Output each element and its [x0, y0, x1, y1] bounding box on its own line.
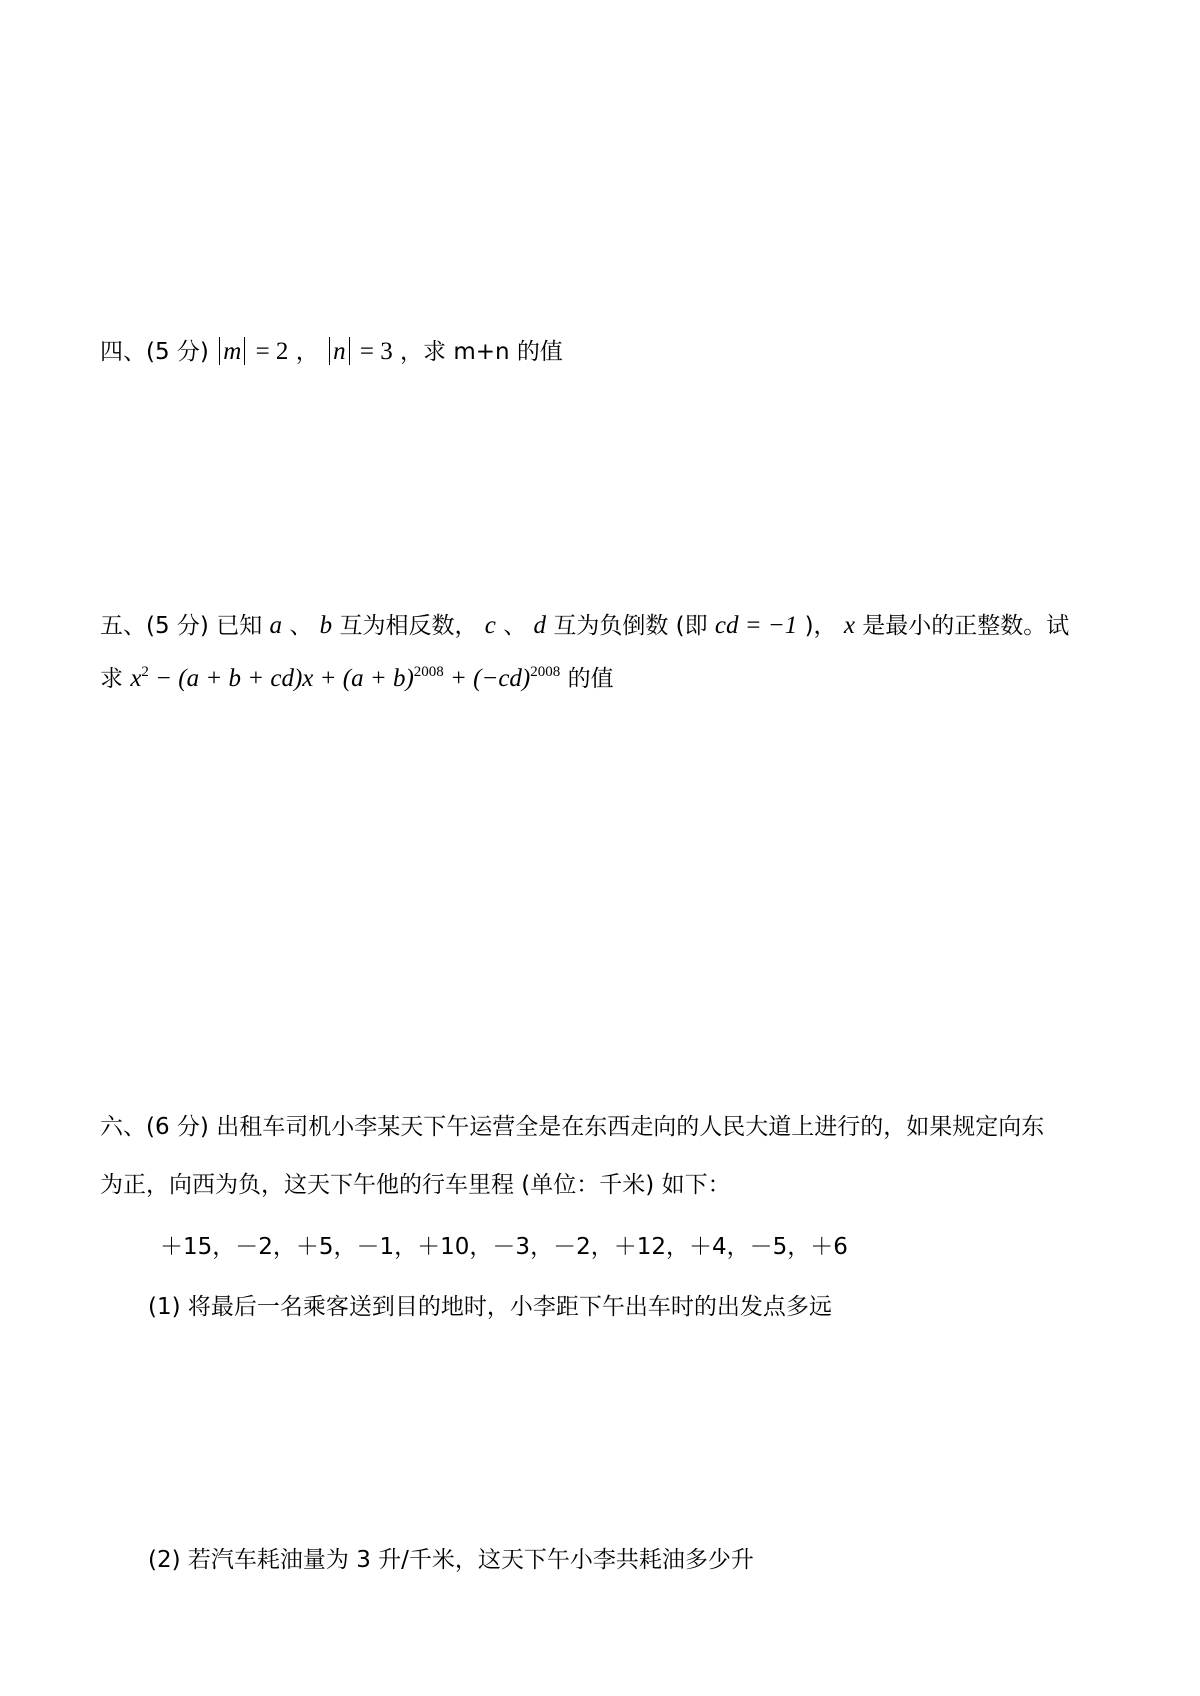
expr-x: x — [130, 665, 142, 692]
var-x: x — [843, 612, 855, 639]
var-c: c — [484, 612, 496, 639]
var-m: m — [223, 338, 242, 365]
abs-m — [216, 337, 248, 367]
q5-text-3: )， — [804, 613, 837, 639]
question-6-line-2: 为正，向西为负，这天下午他的行车里程 (单位：千米) 如下： — [100, 1172, 731, 1198]
exponent-2: 2 — [141, 664, 149, 680]
question-5-line-2 — [100, 664, 614, 694]
eq-m: = 2 — [255, 338, 289, 365]
q4-prefix: 四、(5 分) — [100, 339, 217, 365]
eq-n: = 3 — [359, 338, 393, 365]
expr-middle: − (a + b + cd)x + (a + b) — [148, 665, 414, 692]
q4-suffix: ，求 m+n 的值 — [400, 339, 563, 365]
question-5-line-1 — [100, 611, 1069, 641]
q5-text-1: 互为相反数， — [339, 613, 478, 639]
q4-sep: ， — [295, 339, 319, 365]
question-6-line-1: 六、(6 分) 出租车司机小李某天下午运营全是在东西走向的人民大道上进行的，如果规定向东 — [100, 1114, 1045, 1140]
q5-line2-prefix: 求 — [100, 666, 123, 692]
dun-2: 、 — [503, 613, 527, 639]
dun-1: 、 — [289, 613, 313, 639]
var-d: d — [533, 612, 546, 639]
q5-line2-suffix: 的值 — [567, 666, 614, 692]
q5-prefix: 五、(5 分) 已知 — [100, 613, 263, 639]
expr-middle-2: + (−cd) — [443, 665, 531, 692]
abs-n — [326, 337, 353, 367]
exponent-2008-b: 2008 — [530, 664, 561, 680]
mileage-list: ＋15，－2，＋5，－1，＋10，－3，－2，＋12，＋4，－5，＋6 — [160, 1234, 848, 1260]
cd-expression: cd = −1 — [714, 612, 798, 639]
q5-text-2: 互为负倒数 (即 — [553, 613, 708, 639]
exponent-2008-a: 2008 — [413, 664, 444, 680]
sub-question-1: (1) 将最后一名乘客送到目的地时，小李距下午出车时的出发点多远 — [148, 1294, 832, 1320]
var-a: a — [269, 612, 283, 639]
sub-question-2: (2) 若汽车耗油量为 3 升/千米，这天下午小李共耗油多少升 — [148, 1547, 754, 1573]
var-n: n — [333, 338, 346, 365]
question-4 — [100, 337, 563, 367]
q5-text-4: 是最小的正整数。试 — [862, 613, 1070, 639]
var-b: b — [319, 612, 333, 639]
